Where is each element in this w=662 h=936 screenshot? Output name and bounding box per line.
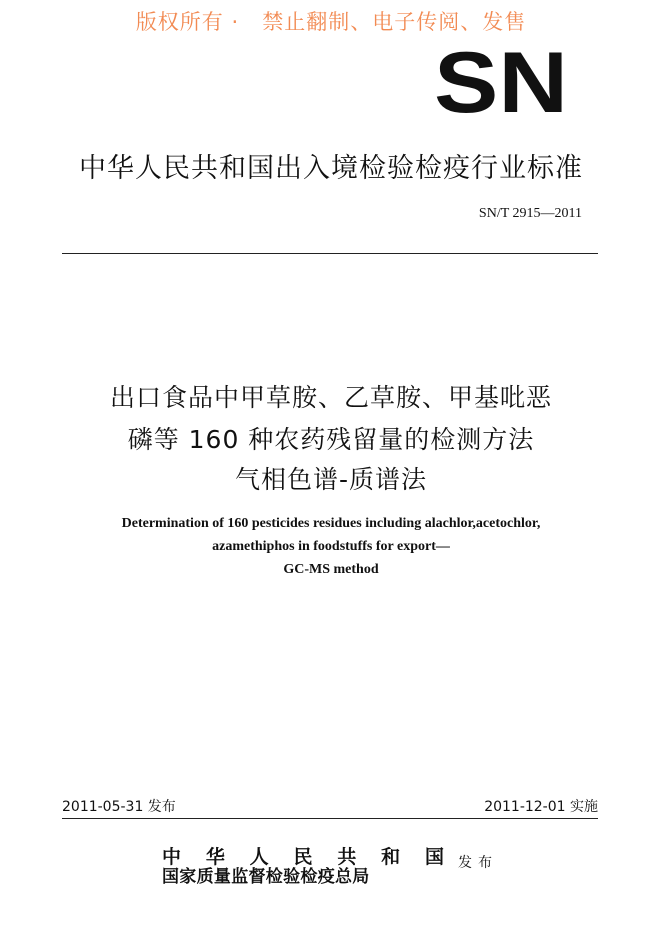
publish-date: 2011-05-31 发布: [62, 799, 176, 815]
footer-divider: [62, 818, 598, 819]
title-cn-line3: 气相色谱-质谱法: [234, 465, 428, 494]
header-divider: [62, 253, 598, 254]
issuer-char: 华: [205, 846, 225, 868]
title-en-line1: Determination of 160 pesticides residues including alachlor,acetochlor,: [121, 516, 541, 531]
issuer-char: 人: [249, 846, 269, 868]
title-en-line3: GC-MS method: [283, 562, 379, 577]
org-title: 中华人民共和国出入境检验检疫行业标准: [79, 153, 583, 184]
implement-date: 2011-12-01 实施: [484, 799, 598, 815]
issuer-char: 中: [162, 846, 182, 868]
copyright-watermark: 版权所有 · 禁止翻制、电子传阅、发售: [135, 10, 527, 34]
sn-logo-text: SN: [434, 46, 568, 118]
issuer-char: 和: [381, 846, 401, 868]
issuer-char: 国: [424, 846, 444, 868]
issuer-char: 共: [337, 846, 357, 868]
issuer-agency: 国家质量监督检验检疫总局: [162, 867, 370, 887]
issuer-char: 民: [293, 846, 313, 868]
sn-logo: [432, 46, 570, 118]
title-en-line2: azamethiphos in foodstuffs for export—: [212, 539, 450, 554]
issue-word: 发布: [458, 855, 498, 871]
standard-code: SN/T 2915—2011: [478, 206, 582, 221]
title-cn-line1: 出口食品中甲草胺、乙草胺、甲基吡恶: [109, 383, 552, 412]
title-cn-line2: 磷等 160 种农药残留量的检测方法: [127, 425, 535, 454]
